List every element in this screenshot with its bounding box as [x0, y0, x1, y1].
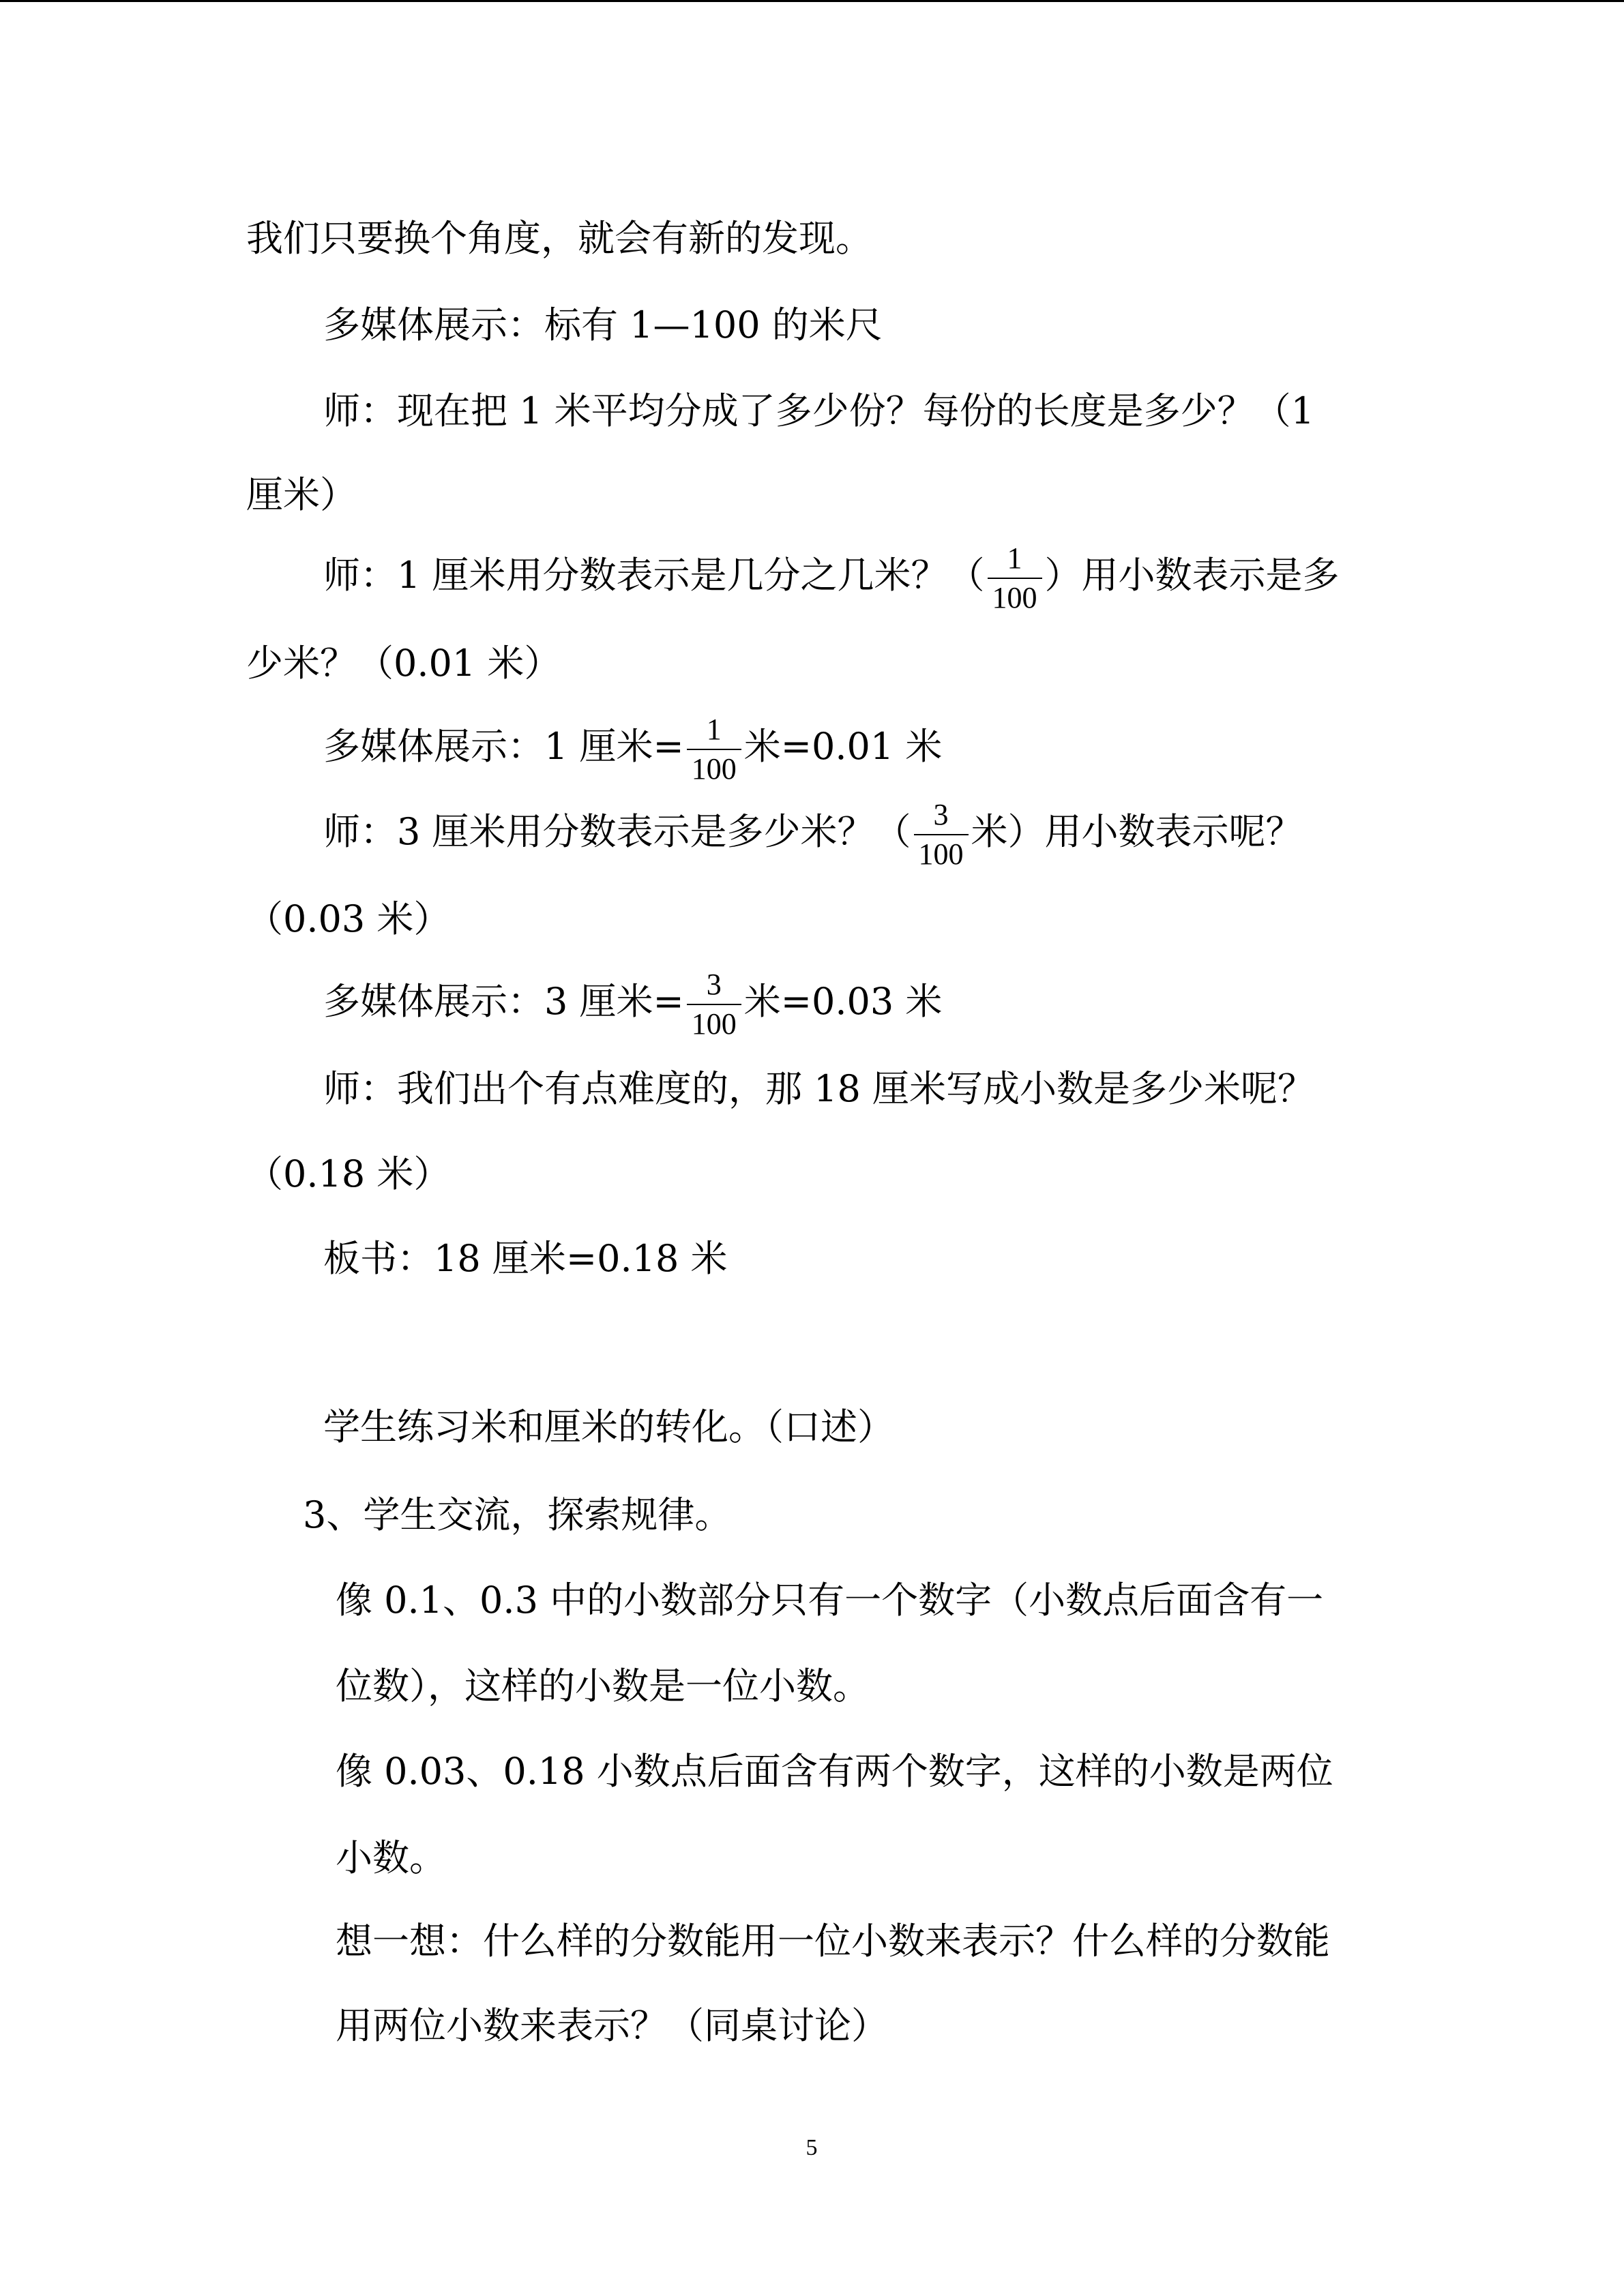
text-line: 像 0.1、0.3 中的小数部分只有一个数字（小数点后面含有一 — [336, 1579, 1324, 1622]
text-segment: 师：3 厘米用分数表示是多少米？（ — [323, 810, 911, 853]
fraction — [914, 798, 969, 871]
fraction — [988, 541, 1042, 614]
text-line-with-fraction — [323, 713, 943, 786]
text-line-with-fraction — [323, 798, 1303, 871]
text-line: 厘米） — [246, 473, 357, 516]
fraction — [687, 968, 741, 1041]
fraction-numerator: 1 — [988, 539, 1042, 579]
fraction-denominator: 100 — [992, 581, 1037, 614]
text-line: 用两位小数来表示？（同桌讨论） — [336, 2004, 888, 2047]
text-line: 像 0.03、0.18 小数点后面含有两个数字，这样的小数是两位 — [336, 1750, 1333, 1793]
text-line: （0.03 米） — [246, 897, 451, 940]
fraction-denominator: 100 — [918, 837, 964, 871]
text-line: 少米？（0.01 米） — [246, 642, 561, 685]
fraction — [687, 713, 741, 786]
text-segment: 师：1 厘米用分数表示是几分之几米？（ — [323, 554, 985, 597]
text-line-with-fraction — [323, 541, 1340, 614]
fraction-numerator: 1 — [687, 711, 741, 750]
text-line: 多媒体展示：标有 1—100 的米尺 — [323, 303, 883, 346]
fraction-denominator: 100 — [691, 1007, 737, 1041]
text-segment: 米=0.01 米 — [743, 725, 943, 768]
text-line: 小数。 — [336, 1836, 446, 1879]
text-segment: 多媒体展示：3 厘米= — [323, 980, 684, 1023]
fraction-denominator: 100 — [691, 752, 737, 786]
text-line: 板书：18 厘米=0.18 米 — [323, 1237, 728, 1280]
text-line: 师：现在把 1 米平均分成了多少份？每份的长度是多少？（1 — [323, 389, 1315, 432]
text-line: 我们只要换个角度，就会有新的发现。 — [246, 217, 872, 260]
text-line: 位数），这样的小数是一位小数。 — [336, 1665, 870, 1708]
text-segment: ）用小数表示是多 — [1044, 554, 1340, 597]
fraction-numerator: 3 — [914, 796, 969, 835]
text-line: 想一想：什么样的分数能用一位小数来表示？什么样的分数能 — [336, 1920, 1330, 1963]
text-segment: 米=0.03 米 — [743, 980, 943, 1023]
section-heading: 3、学生交流，探索规律。 — [303, 1493, 732, 1536]
text-line: 师：我们出个有点难度的，那 18 厘米写成小数是多少米呢？ — [323, 1067, 1315, 1110]
fraction-numerator: 3 — [687, 966, 741, 1005]
text-segment: 多媒体展示：1 厘米= — [323, 725, 684, 768]
text-line: （0.18 米） — [246, 1152, 451, 1195]
page-top-border — [0, 0, 1624, 2]
page-number: 5 — [806, 2135, 818, 2160]
text-segment: 米）用小数表示呢？ — [971, 810, 1303, 853]
text-line: 学生练习米和厘米的转化。（口述） — [323, 1405, 894, 1448]
text-line-with-fraction — [323, 968, 943, 1041]
